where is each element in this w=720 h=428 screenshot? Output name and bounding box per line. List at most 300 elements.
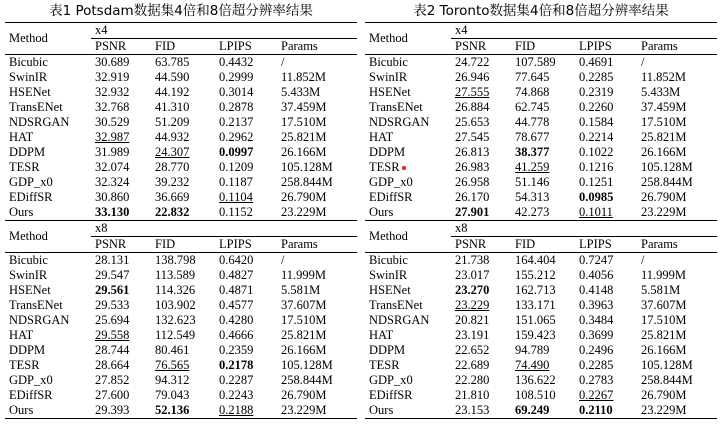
value-cell: 0.1209 — [219, 160, 254, 174]
method-name: HAT — [9, 130, 34, 144]
value-cell: 0.2188 — [215, 403, 277, 419]
value-cell: 105.128M — [641, 358, 693, 372]
method-cell — [365, 55, 451, 71]
value-cell: 21.738 — [451, 253, 511, 269]
table-row — [365, 130, 717, 145]
column-header: PSNR — [455, 39, 487, 53]
value-cell: 23.017 — [455, 268, 490, 282]
method-cell — [5, 388, 91, 403]
method-name: NDSRGAN — [369, 313, 430, 327]
value-cell: 113.589 — [155, 268, 196, 282]
value-cell: 133.171 — [515, 298, 556, 312]
scale-label: x8 — [451, 221, 717, 237]
column-header: Params — [281, 39, 318, 53]
table-row — [5, 268, 357, 283]
value-cell: 0.3699 — [579, 328, 614, 342]
value-cell: 20.821 — [455, 313, 490, 327]
value-cell: 28.770 — [155, 160, 190, 174]
value-cell: 17.510M — [281, 115, 327, 129]
method-header: Method — [365, 23, 451, 55]
table-row — [365, 343, 717, 358]
table-row — [5, 175, 357, 190]
value-cell: 27.600 — [95, 388, 130, 402]
value-cell: 0.2285 — [579, 70, 614, 84]
value-cell: 29.558 — [95, 328, 130, 342]
method-name: TransENet — [369, 100, 423, 114]
value-cell: 258.844M — [281, 373, 333, 387]
value-cell: 29.393 — [91, 403, 151, 419]
value-cell: 41.310 — [155, 100, 190, 114]
value-cell: 0.2878 — [219, 100, 254, 114]
value-cell: 25.653 — [455, 115, 490, 129]
value-cell: 11.999M — [641, 268, 687, 282]
table-row — [5, 403, 357, 419]
value-cell: 39.232 — [155, 175, 190, 189]
column-header: Params — [641, 39, 678, 53]
value-cell: 0.2178 — [219, 358, 254, 372]
value-cell: 112.549 — [155, 328, 196, 342]
value-cell: 0.1011 — [579, 205, 613, 219]
value-cell: 94.312 — [155, 373, 190, 387]
value-cell: 0.0985 — [579, 190, 614, 204]
method-name: HAT — [369, 130, 394, 144]
value-cell: 0.3484 — [579, 313, 614, 327]
results-table — [365, 22, 717, 419]
method-name: GDP_x0 — [9, 373, 53, 387]
value-cell: 159.423 — [515, 328, 556, 342]
column-header: PSNR — [95, 39, 127, 53]
value-cell: 0.3014 — [219, 85, 254, 99]
value-cell: 164.404 — [511, 253, 575, 269]
method-name: TESR — [369, 160, 400, 174]
method-cell — [5, 283, 91, 298]
table-row — [5, 205, 357, 221]
table-row — [5, 313, 357, 328]
method-name: GDP_x0 — [369, 175, 413, 189]
value-cell: 258.844M — [641, 175, 693, 189]
method-name: Ours — [9, 205, 34, 219]
value-cell: 30.529 — [95, 115, 130, 129]
value-cell: 63.785 — [151, 55, 215, 71]
method-cell — [5, 175, 91, 190]
value-cell: / — [277, 253, 357, 269]
value-cell: 0.2287 — [219, 373, 254, 387]
table-row — [5, 70, 357, 85]
table-row — [365, 85, 717, 100]
value-cell: 51.209 — [155, 115, 190, 129]
value-cell: 0.0997 — [219, 145, 254, 159]
value-cell: 17.510M — [641, 115, 687, 129]
value-cell: 0.2962 — [219, 130, 254, 144]
scale-label: x4 — [91, 23, 357, 39]
value-cell: 52.136 — [151, 403, 215, 419]
method-cell — [365, 205, 451, 221]
value-cell: 37.459M — [641, 100, 687, 114]
table-row — [5, 388, 357, 403]
value-cell: 80.461 — [155, 343, 190, 357]
value-cell: 26.958 — [455, 175, 490, 189]
method-cell — [365, 85, 451, 100]
value-cell: 22.280 — [455, 373, 490, 387]
method-name: HSENet — [369, 85, 411, 99]
method-name: EDiffSR — [9, 190, 53, 204]
method-cell — [5, 343, 91, 358]
method-cell — [365, 70, 451, 85]
method-name: TESR — [369, 358, 400, 372]
value-cell: 108.510 — [515, 388, 556, 402]
table-row — [365, 115, 717, 130]
value-cell: 155.212 — [515, 268, 556, 282]
column-header: FID — [155, 237, 176, 251]
method-name: TESR — [9, 160, 40, 174]
method-cell — [365, 343, 451, 358]
value-cell: 26.813 — [455, 145, 490, 159]
method-name: Ours — [369, 205, 394, 219]
value-cell: 42.273 — [515, 205, 550, 219]
value-cell: 26.166M — [281, 145, 327, 159]
value-cell: 0.2319 — [579, 85, 614, 99]
value-cell: 26.166M — [641, 343, 687, 357]
method-cell — [365, 175, 451, 190]
method-cell — [5, 328, 91, 343]
value-cell: 0.2783 — [579, 373, 614, 387]
column-header: FID — [515, 39, 536, 53]
table-toronto — [365, 0, 717, 419]
column-header: Params — [281, 237, 318, 251]
table-row — [5, 190, 357, 205]
method-name: GDP_x0 — [9, 175, 53, 189]
value-cell: 114.326 — [155, 283, 196, 297]
column-header: FID — [515, 237, 536, 251]
value-cell: 26.170 — [455, 190, 490, 204]
header-row — [5, 221, 357, 237]
table-row — [365, 373, 717, 388]
value-cell: 29.547 — [95, 268, 130, 282]
column-header: LPIPS — [219, 39, 252, 53]
method-cell — [365, 313, 451, 328]
value-cell: 32.768 — [95, 100, 130, 114]
method-cell — [5, 298, 91, 313]
value-cell: 0.2999 — [219, 70, 254, 84]
method-cell — [5, 130, 91, 145]
header-row — [365, 221, 717, 237]
value-cell: 32.074 — [95, 160, 130, 174]
value-cell: 0.2137 — [219, 115, 254, 129]
value-cell: 27.901 — [455, 205, 490, 219]
value-cell: 26.946 — [455, 70, 490, 84]
value-cell: 11.852M — [281, 70, 327, 84]
value-cell: 105.128M — [641, 160, 693, 174]
value-cell: 25.821M — [281, 130, 327, 144]
value-cell: 44.778 — [515, 115, 550, 129]
table-row — [365, 205, 717, 221]
value-cell: 5.433M — [281, 85, 321, 99]
red-dot-icon — [402, 166, 406, 170]
method-cell — [5, 100, 91, 115]
value-cell: 26.790M — [281, 190, 327, 204]
value-cell: 31.989 — [95, 145, 130, 159]
value-cell: 0.2285 — [579, 358, 614, 372]
value-cell: 25.821M — [281, 328, 327, 342]
method-cell — [5, 253, 91, 269]
table-potsdam — [5, 0, 357, 419]
value-cell: 28.664 — [95, 358, 130, 372]
value-cell: 32.919 — [95, 70, 130, 84]
method-name: GDP_x0 — [369, 373, 413, 387]
results-table — [5, 22, 357, 419]
value-cell: 138.798 — [151, 253, 215, 269]
value-cell: 26.983 — [455, 160, 490, 174]
value-cell: 132.623 — [155, 313, 196, 327]
value-cell: 0.1152 — [219, 205, 253, 219]
column-header: LPIPS — [579, 39, 612, 53]
value-cell: 77.645 — [515, 70, 550, 84]
value-cell: 23.270 — [455, 283, 490, 297]
value-cell: 23.229 — [455, 298, 490, 312]
table-row — [365, 283, 717, 298]
method-name: HSENet — [9, 283, 51, 297]
table-row — [5, 283, 357, 298]
value-cell: 37.459M — [281, 100, 327, 114]
value-cell: 25.694 — [95, 313, 130, 327]
table-row — [5, 253, 357, 269]
table-row — [5, 130, 357, 145]
value-cell: 151.065 — [515, 313, 556, 327]
value-cell: 26.166M — [281, 343, 327, 357]
method-name: DDPM — [9, 145, 46, 159]
table-row — [365, 298, 717, 313]
value-cell: 26.790M — [281, 388, 327, 402]
method-name: EDiffSR — [9, 388, 53, 402]
value-cell: 0.1584 — [579, 115, 614, 129]
method-name: EDiffSR — [369, 388, 413, 402]
value-cell: 25.821M — [641, 328, 687, 342]
value-cell: 24.307 — [155, 145, 190, 159]
method-cell — [5, 373, 91, 388]
header-row — [5, 23, 357, 39]
table-row — [365, 328, 717, 343]
value-cell: 26.884 — [455, 100, 490, 114]
value-cell: 23.229M — [281, 205, 327, 219]
method-name: TransENet — [369, 298, 423, 312]
value-cell: 23.153 — [451, 403, 511, 419]
value-cell: 17.510M — [641, 313, 687, 327]
column-header: LPIPS — [219, 237, 252, 251]
value-cell: 32.987 — [95, 130, 130, 144]
value-cell: 37.607M — [641, 298, 687, 312]
method-cell — [5, 268, 91, 283]
method-name: HSENet — [9, 85, 51, 99]
value-cell: 33.130 — [95, 205, 130, 219]
value-cell: 0.2260 — [579, 100, 614, 114]
value-cell: 26.790M — [641, 190, 687, 204]
method-name: TransENet — [9, 298, 63, 312]
value-cell: 41.259 — [515, 160, 550, 174]
method-header: Method — [5, 221, 91, 253]
value-cell: 0.1104 — [219, 190, 253, 204]
table-row — [5, 298, 357, 313]
value-cell: 79.043 — [155, 388, 190, 402]
value-cell: 21.810 — [455, 388, 490, 402]
value-cell: 30.689 — [91, 55, 151, 71]
method-cell — [365, 268, 451, 283]
method-cell — [365, 190, 451, 205]
value-cell: 103.902 — [155, 298, 196, 312]
method-cell — [365, 130, 451, 145]
column-header: PSNR — [95, 237, 127, 251]
value-cell: 32.324 — [95, 175, 130, 189]
table-row — [5, 328, 357, 343]
value-cell: 0.4691 — [575, 55, 637, 71]
scale-label: x4 — [451, 23, 717, 39]
value-cell: 51.146 — [515, 175, 550, 189]
value-cell: 22.832 — [155, 205, 190, 219]
table-row — [365, 145, 717, 160]
value-cell: 54.313 — [515, 190, 550, 204]
value-cell: 94.789 — [515, 343, 550, 357]
value-cell: 11.999M — [281, 268, 327, 282]
column-header: PSNR — [455, 237, 487, 251]
value-cell: 26.166M — [641, 145, 687, 159]
value-cell: 0.2267 — [579, 388, 614, 402]
method-name: HAT — [369, 328, 394, 342]
method-cell — [365, 283, 451, 298]
value-cell: 0.7247 — [575, 253, 637, 269]
value-cell: 28.131 — [91, 253, 151, 269]
value-cell: 78.677 — [515, 130, 550, 144]
value-cell: 0.4871 — [219, 283, 254, 297]
value-cell: 0.4827 — [219, 268, 254, 282]
method-name: DDPM — [369, 145, 406, 159]
value-cell: 23.229M — [637, 403, 717, 419]
value-cell: 62.745 — [515, 100, 550, 114]
value-cell: 76.565 — [155, 358, 190, 372]
value-cell: 32.932 — [95, 85, 130, 99]
value-cell: 0.4280 — [219, 313, 254, 327]
method-cell — [365, 373, 451, 388]
value-cell: 258.844M — [641, 373, 693, 387]
column-header: LPIPS — [579, 237, 612, 251]
value-cell: 0.1251 — [579, 175, 614, 189]
value-cell: 5.581M — [641, 283, 681, 297]
table-row — [5, 115, 357, 130]
method-name: SwinIR — [9, 70, 48, 84]
value-cell: 24.722 — [451, 55, 511, 71]
method-name: TransENet — [9, 100, 63, 114]
table-row — [365, 190, 717, 205]
value-cell: / — [637, 55, 717, 71]
method-name: Bicubic — [9, 55, 48, 69]
value-cell: 28.744 — [95, 343, 130, 357]
table-row — [365, 160, 717, 175]
value-cell: 37.607M — [281, 298, 327, 312]
table-row — [365, 70, 717, 85]
method-cell — [365, 100, 451, 115]
method-cell — [5, 85, 91, 100]
table-title: 表1 Potsdam数据集4倍和8倍超分辨率结果 — [49, 3, 313, 19]
value-cell: 0.2110 — [575, 403, 637, 419]
table-row — [5, 55, 357, 71]
table-row — [365, 388, 717, 403]
value-cell: 23.191 — [455, 328, 490, 342]
method-name: Ours — [369, 403, 394, 417]
table-row — [5, 100, 357, 115]
method-cell — [5, 205, 91, 221]
table-row — [365, 313, 717, 328]
method-name: Bicubic — [369, 253, 408, 267]
value-cell: 22.689 — [455, 358, 490, 372]
value-cell: 107.589 — [511, 55, 575, 71]
method-cell — [5, 313, 91, 328]
value-cell: 162.713 — [515, 283, 556, 297]
value-cell: 27.852 — [95, 373, 130, 387]
method-cell — [365, 160, 451, 175]
table-row — [5, 358, 357, 373]
method-name: NDSRGAN — [9, 313, 70, 327]
table-row — [5, 343, 357, 358]
method-cell — [5, 115, 91, 130]
method-cell — [365, 145, 451, 160]
value-cell: 0.1216 — [579, 160, 614, 174]
method-cell — [5, 55, 91, 71]
value-cell: 30.860 — [95, 190, 130, 204]
value-cell: 0.4056 — [579, 268, 614, 282]
value-cell: 44.932 — [155, 130, 190, 144]
table-row — [365, 175, 717, 190]
method-name: SwinIR — [369, 268, 408, 282]
value-cell: 0.2496 — [579, 343, 614, 357]
method-name: SwinIR — [9, 268, 48, 282]
value-cell: 0.2359 — [219, 343, 254, 357]
value-cell: 44.590 — [155, 70, 190, 84]
value-cell: 11.852M — [641, 70, 687, 84]
value-cell: 136.622 — [515, 373, 556, 387]
value-cell: / — [637, 253, 717, 269]
method-name: NDSRGAN — [369, 115, 430, 129]
header-row — [365, 23, 717, 39]
method-cell — [5, 403, 91, 419]
value-cell: 25.821M — [641, 130, 687, 144]
method-name: Bicubic — [369, 55, 408, 69]
column-header: Params — [641, 237, 678, 251]
method-cell — [365, 253, 451, 269]
table-title: 表2 Toronto数据集4倍和8倍超分辨率结果 — [413, 3, 669, 19]
method-name: NDSRGAN — [9, 115, 70, 129]
value-cell: 36.669 — [155, 190, 190, 204]
method-cell — [365, 403, 451, 419]
method-cell — [5, 358, 91, 373]
table-row — [5, 373, 357, 388]
value-cell: 69.249 — [511, 403, 575, 419]
value-cell: 0.1022 — [579, 145, 614, 159]
value-cell: 0.4577 — [219, 298, 254, 312]
value-cell: 29.561 — [95, 283, 130, 297]
method-name: TESR — [9, 358, 40, 372]
method-header: Method — [5, 23, 91, 55]
method-cell — [365, 388, 451, 403]
method-cell — [365, 115, 451, 130]
method-name: Ours — [9, 403, 34, 417]
method-name: EDiffSR — [369, 190, 413, 204]
table-row — [365, 100, 717, 115]
value-cell: 44.192 — [155, 85, 190, 99]
value-cell: 5.433M — [641, 85, 681, 99]
method-name: Bicubic — [9, 253, 48, 267]
method-name: DDPM — [369, 343, 406, 357]
value-cell: 26.790M — [641, 388, 687, 402]
method-name: HAT — [9, 328, 34, 342]
value-cell: 27.545 — [455, 130, 490, 144]
